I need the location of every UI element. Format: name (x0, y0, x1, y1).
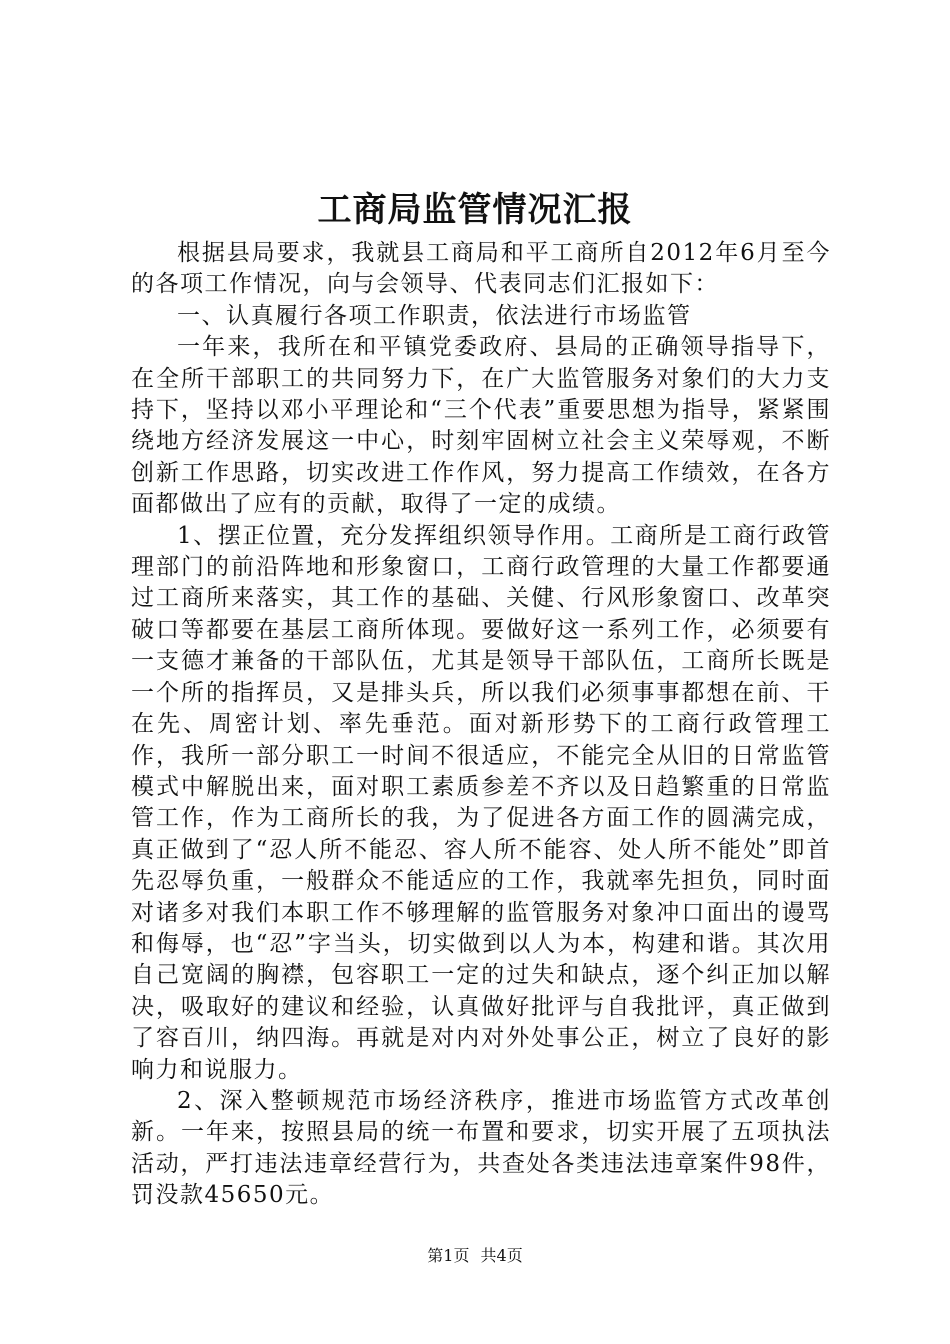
page-number: 第1页 (427, 1246, 470, 1265)
paragraph-point-2: 2、深入整顿规范市场经济秩序，推进市场监管方式改革创新。一年来，按照县局的统一布置和要求，切实开展了五项执法活动，严打违法违章经营行为，共查处各类违法违章案件98件，罚没款45650元。 (131, 1087, 831, 1209)
paragraph-intro: 根据县局要求，我就县工商局和平工商所自2012年6月至今的各项工作情况，向与会领导、代表同志们汇报如下： (131, 240, 831, 298)
page-total: 共4页 (480, 1246, 523, 1265)
page-footer (0, 1244, 950, 1268)
section-heading-1: 一、认真履行各项工作职责，依法进行市场监管 (177, 302, 692, 329)
paragraph-overview: 一年来，我所在和平镇党委政府、县局的正确领导指导下，在全所干部职工的共同努力下，在广大监管服务对象们的大力支持下，坚持以邓小平理论和“三个代表”重要思想为指导，紧紧围绕地方经济发展这一中心，时刻牢固树立社会主义荣辱观，不断创新工作思路，切实改进工作作风，努力提高工作绩效，在各方面都做出了应有的贡献，取得了一定的成绩。 (131, 334, 831, 518)
document-body (131, 238, 831, 1212)
paragraph-point-1: 1、摆正位置，充分发挥组织领导作用。工商所是工商行政管理部门的前沿阵地和形象窗口，工商行政管理的大量工作都要通过工商所来落实，其工作的基础、关健、行风形象窗口、改革突破口等都要在基层工商所体现。要做好这一系列工作，必须要有一支德才兼备的干部队伍，尤其是领导干部队伍，工商所长既是一个所的指挥员，又是排头兵，所以我们必须事事都想在前、干在先、周密计划、率先垂范。面对新形势下的工商行政管理工作，我所一部分职工一时间不很适应，不能完全从旧的日常监管模式中解脱出来，面对职工素质参差不齐以及日趋繁重的日常监管工作，作为工商所长的我，为了促进各方面工作的圆满完成，真正做到了“忍人所不能忍、容人所不能容、处人所不能处”即首先忍辱负重，一般群众不能适应的工作，我就率先担负，同时面对诸多对我们本职工作不够理解的监管服务对象冲口面出的谩骂和侮辱，也“忍”字当头，切实做到以人为本，构建和谐。其次用自己宽阔的胸襟，包容职工一定的过失和缺点，逐个纠正加以解决，吸取好的建议和经验，认真做好批评与自我批评，真正做到了容百川，纳四海。再就是对内对外处事公正，树立了良好的影响力和说服力。 (131, 522, 831, 1083)
document-title: 工商局监管情况汇报 (317, 190, 633, 230)
